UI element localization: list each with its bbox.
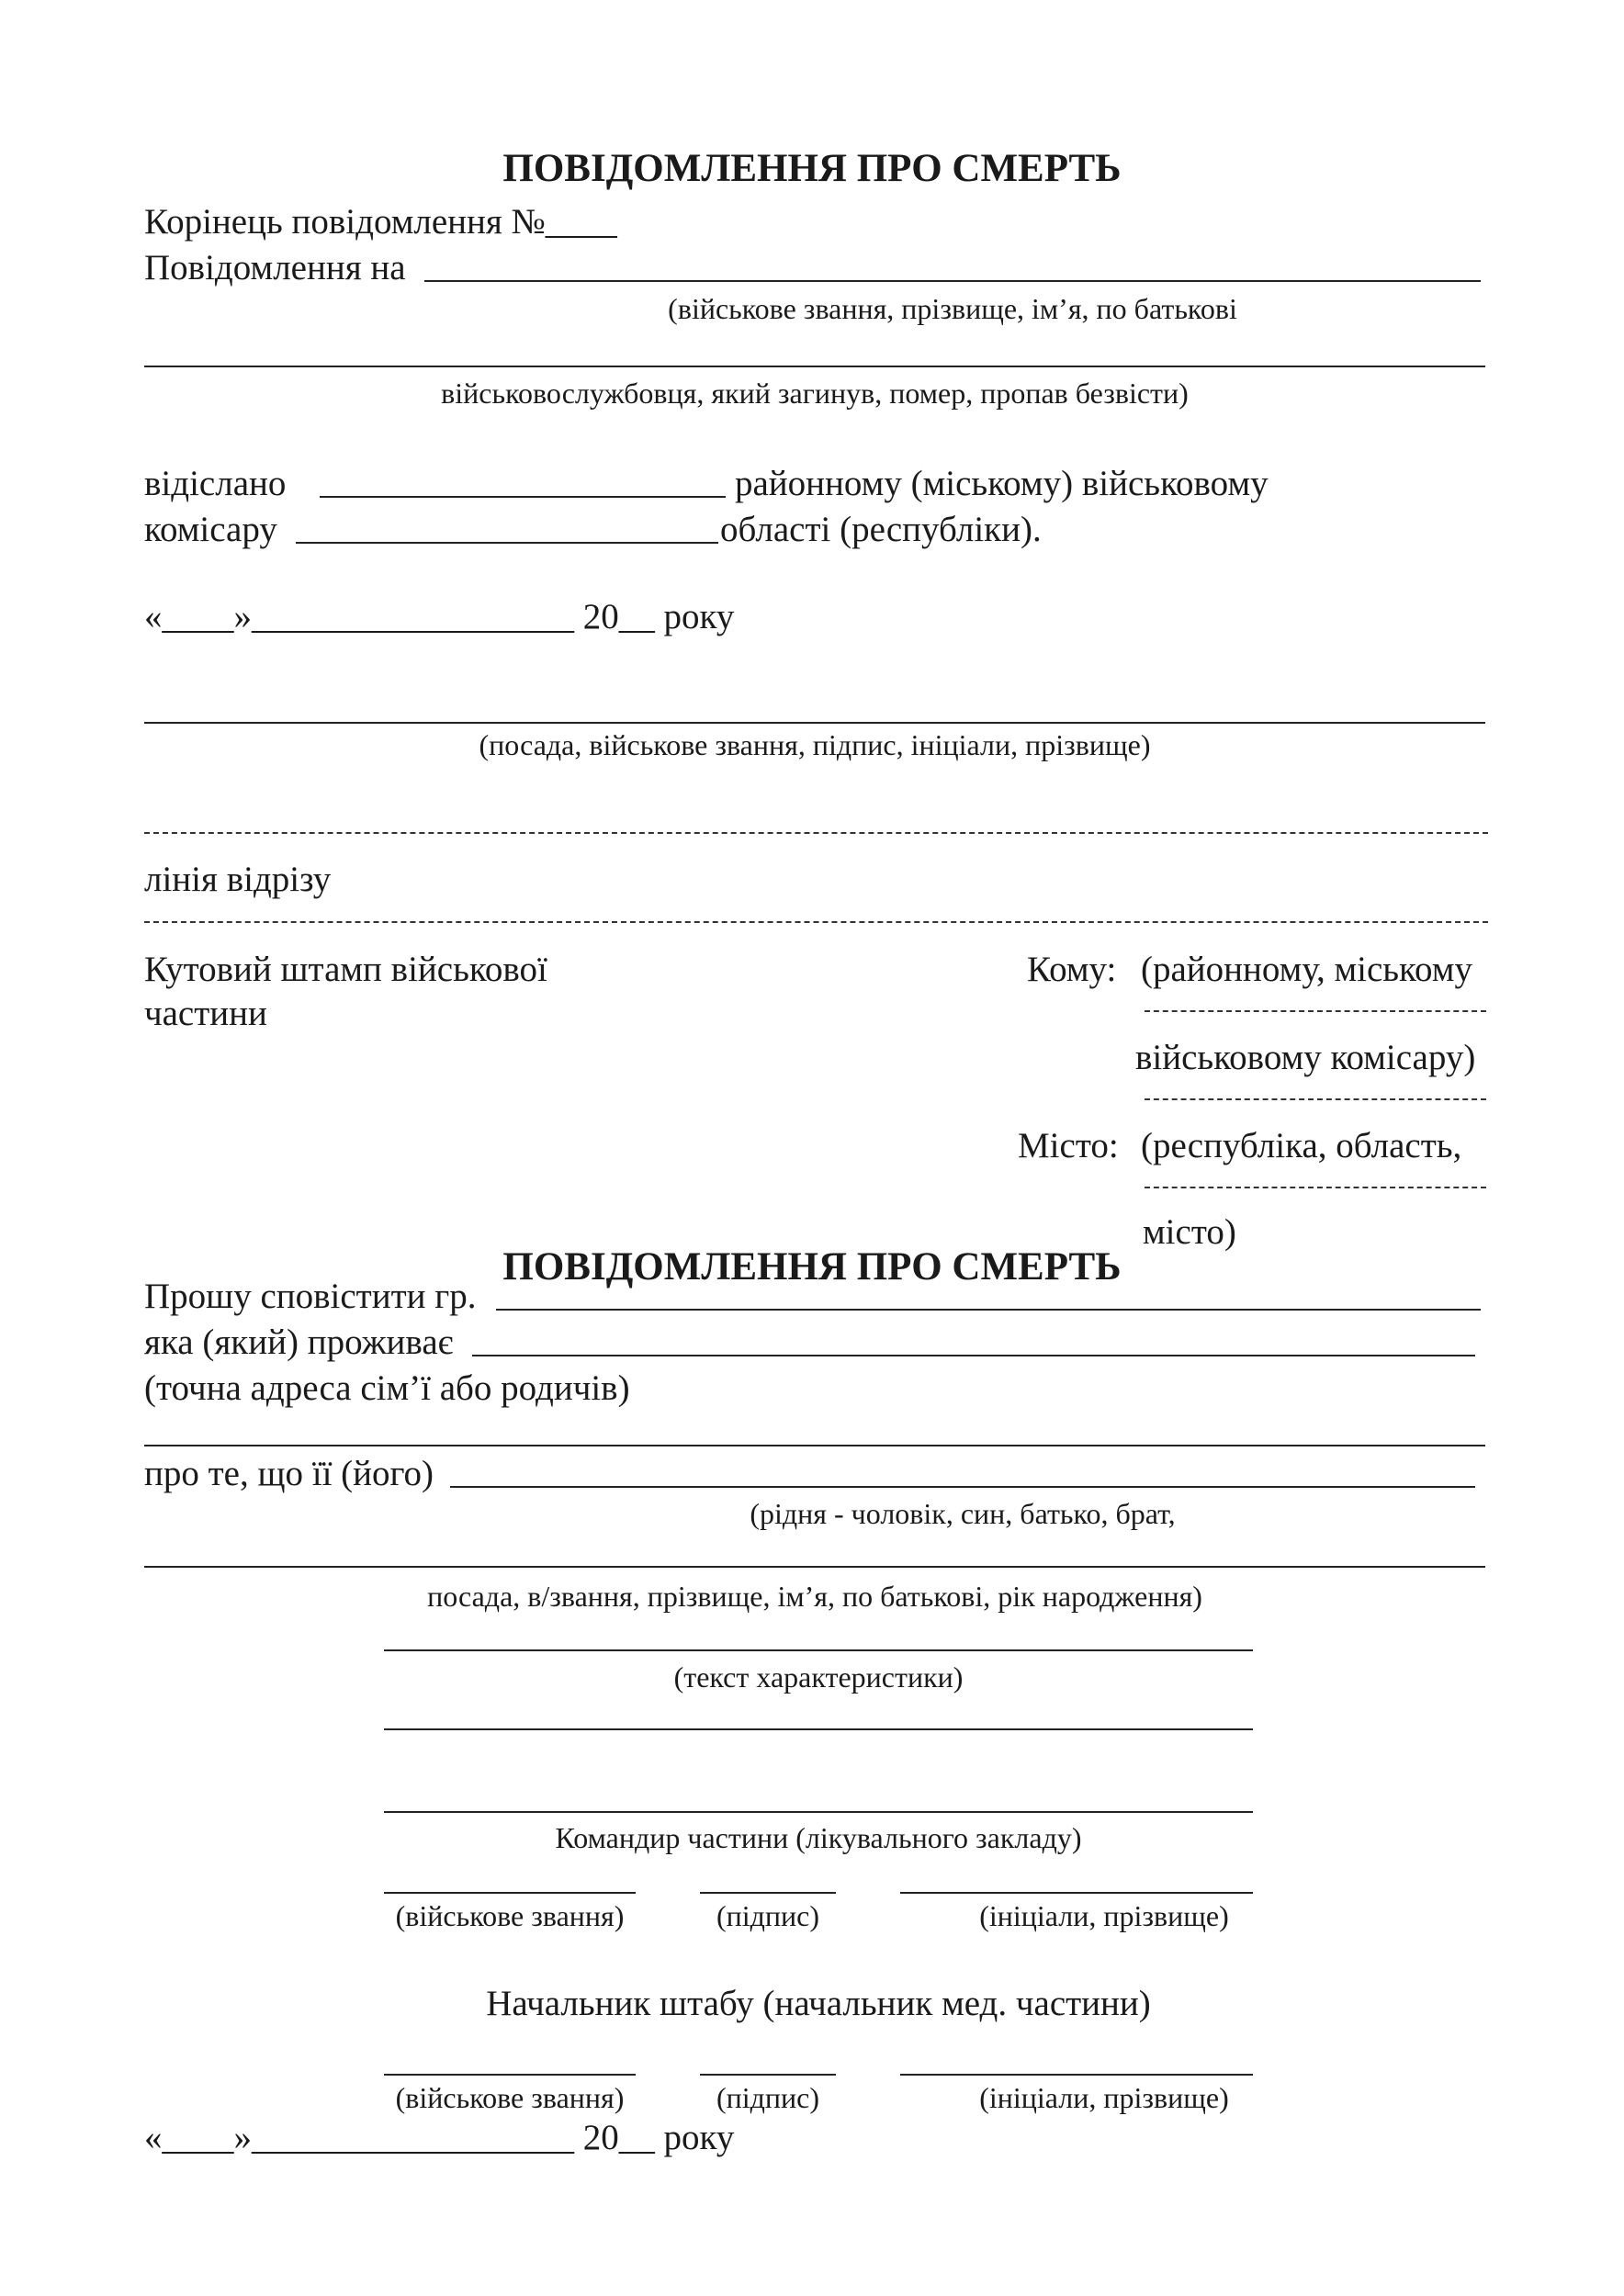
caption-rank-name: (військове звання, прізвище, ім’я, по батькові bbox=[668, 292, 1237, 325]
corner-stamp-label: Кутовий штамп військової bbox=[144, 950, 547, 989]
notice-for-field[interactable] bbox=[424, 280, 1481, 282]
address-field[interactable] bbox=[472, 1355, 1475, 1356]
chief-rank-field[interactable] bbox=[384, 2074, 636, 2076]
caption-position: посада, в/звання, прізвище, ім’я, по батькові, рік народження) bbox=[427, 1580, 1202, 1613]
caption-chief-name: (ініціали, прізвище) bbox=[979, 2081, 1229, 2114]
caption-chief-rank: (військове звання) bbox=[395, 2081, 625, 2114]
to-line-2: військовому комісару) bbox=[1135, 1038, 1476, 1077]
chief-name-field[interactable] bbox=[900, 2074, 1253, 2076]
caption-serviceman: військовослужбовця, який загинув, помер, пропав безвісти) bbox=[441, 377, 1189, 410]
region-republic-label: області (республіки). bbox=[720, 510, 1042, 549]
caption-commander-name: (ініціали, прізвище) bbox=[979, 1899, 1229, 1932]
signature-field[interactable] bbox=[144, 722, 1485, 724]
district-field[interactable] bbox=[320, 496, 726, 498]
citizen-field[interactable] bbox=[496, 1309, 1481, 1311]
commander-label: Командир частини (лікувального закладу) bbox=[555, 1821, 1082, 1854]
chief-of-staff-label: Начальник штабу (начальник мед. частини) bbox=[486, 1984, 1151, 2023]
to-label: Кому: bbox=[1027, 950, 1117, 989]
city-line-2: місто) bbox=[1143, 1212, 1236, 1252]
address-field-2[interactable] bbox=[144, 1445, 1485, 1446]
caption-commander-rank: (військове звання) bbox=[395, 1899, 625, 1932]
to-line-1: (районному, міському bbox=[1141, 950, 1472, 989]
to-field-1[interactable] bbox=[1145, 1010, 1486, 1012]
characteristic-field-2[interactable] bbox=[384, 1728, 1253, 1730]
commander-name-field[interactable] bbox=[900, 1892, 1253, 1894]
city-label: Місто: bbox=[1018, 1126, 1119, 1165]
notice-title-2: ПОВІДОМЛЕННЯ ПРО СМЕРТЬ bbox=[502, 1245, 1122, 1289]
cut-line-bottom bbox=[144, 921, 1488, 923]
caption-characteristic: (текст характеристики) bbox=[673, 1660, 964, 1694]
city-line-1: (республіка, область, bbox=[1141, 1126, 1462, 1165]
sent-label: відіслано bbox=[144, 464, 287, 503]
notice-title: ПОВІДОМЛЕННЯ ПРО СМЕРТЬ bbox=[502, 147, 1122, 190]
notify-citizen-label: Прошу сповістити гр. bbox=[144, 1277, 477, 1316]
commander-signature-field[interactable] bbox=[700, 1892, 836, 1894]
relative-field[interactable] bbox=[450, 1486, 1475, 1488]
commander-rank-field[interactable] bbox=[384, 1892, 636, 1894]
characteristic-field-1[interactable] bbox=[384, 1649, 1253, 1651]
relative-field-2[interactable] bbox=[144, 1566, 1485, 1568]
caption-signature: (посада, військове звання, підпис, ініціали, прізвище) bbox=[479, 728, 1151, 761]
cut-line-label: лінія відрізу bbox=[144, 860, 332, 899]
district-commissar-label: районному (міському) військовому bbox=[735, 464, 1269, 503]
cut-line-top bbox=[144, 832, 1488, 834]
stub-number-label: Корінець повідомлення №____ bbox=[144, 202, 617, 242]
to-field-2[interactable] bbox=[1145, 1098, 1486, 1100]
commissar-label: комісару bbox=[144, 510, 277, 549]
city-field[interactable] bbox=[1145, 1187, 1486, 1188]
caption-chief-signature: (підпис) bbox=[716, 2081, 820, 2114]
lives-at-label: яка (який) проживає bbox=[144, 1322, 454, 1362]
caption-commander-signature: (підпис) bbox=[716, 1899, 820, 1932]
notice-for-label: Повідомлення на bbox=[144, 248, 406, 287]
date-line-2[interactable]: «____»__________________ 20__ року bbox=[144, 2118, 735, 2157]
chief-signature-field[interactable] bbox=[700, 2074, 836, 2076]
exact-address-label: (точна адреса сім’ї або родичів) bbox=[144, 1368, 630, 1408]
characteristic-field-3[interactable] bbox=[384, 1811, 1253, 1813]
serviceman-name-field[interactable] bbox=[144, 366, 1485, 367]
corner-stamp-label-2: частини bbox=[144, 994, 267, 1033]
date-line[interactable]: «____»__________________ 20__ року bbox=[144, 597, 735, 636]
caption-relative: (рідня - чоловік, син, батько, брат, bbox=[750, 1497, 1176, 1530]
about-that-label: про те, що її (його) bbox=[144, 1454, 434, 1493]
region-field[interactable] bbox=[296, 542, 718, 544]
